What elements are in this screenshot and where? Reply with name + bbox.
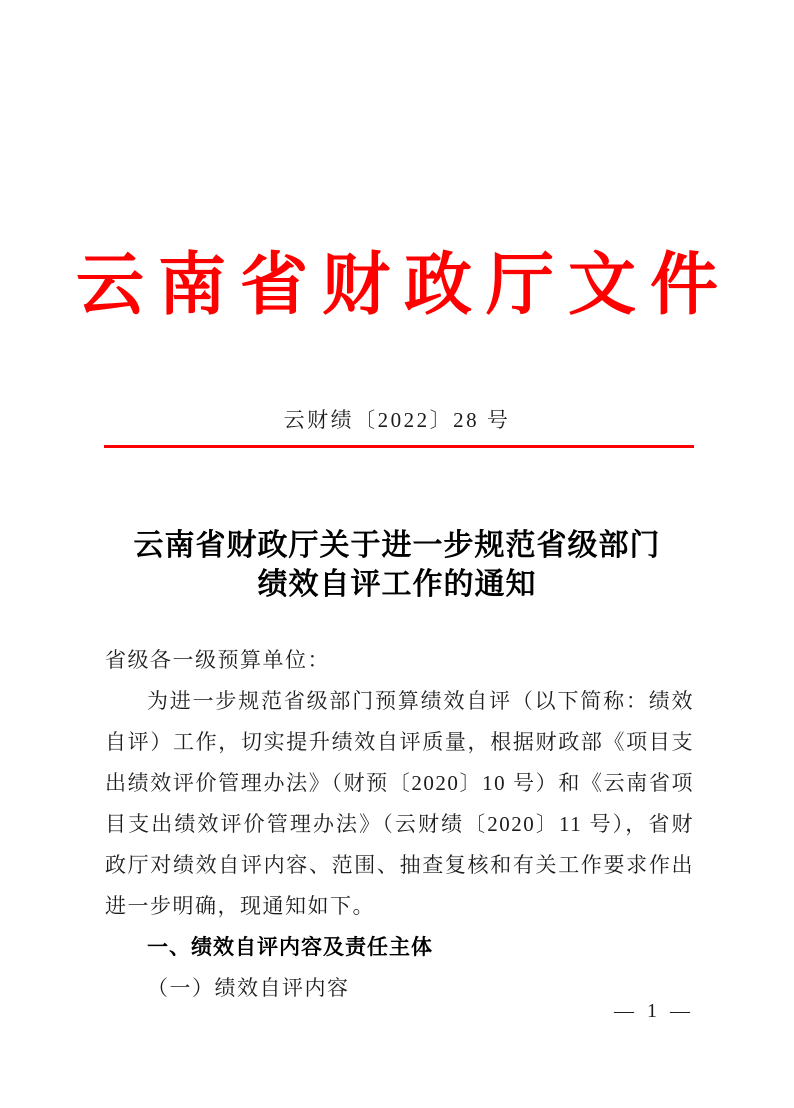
page-number: — 1 — (614, 1000, 694, 1022)
letterhead-title: 云南省财政厅文件 (75, 247, 732, 323)
subsection-heading-1-1: （一）绩效自评内容 (147, 976, 350, 1000)
document-title (0, 526, 794, 604)
red-divider-line (104, 445, 694, 448)
salutation: 省级各一级预算单位： (105, 648, 330, 672)
document-title-line2: 绩效自评工作的通知 (257, 568, 537, 601)
body-paragraph: 为进一步规范省级部门预算绩效自评（以下简称：绩效自评）工作，切实提升绩效自评质量，根据财政部《项目支出绩效评价管理办法》（财预〔2020〕10 号）和《云南省项目支出绩效评价管理办法》（云财绩〔2020〕11 号），省财政厅对绩效自评内容、范围、抽查复核和有关工作要求作出进一步明确，现通知如下。 (105, 689, 694, 918)
section-heading-1: 一、绩效自评内容及责任主体 (147, 936, 433, 959)
document-body (105, 640, 694, 1009)
document-number: 云财绩〔2022〕28 号 (283, 408, 511, 432)
document-title-line1: 云南省财政厅关于进一步规范省级部门 (133, 529, 661, 562)
